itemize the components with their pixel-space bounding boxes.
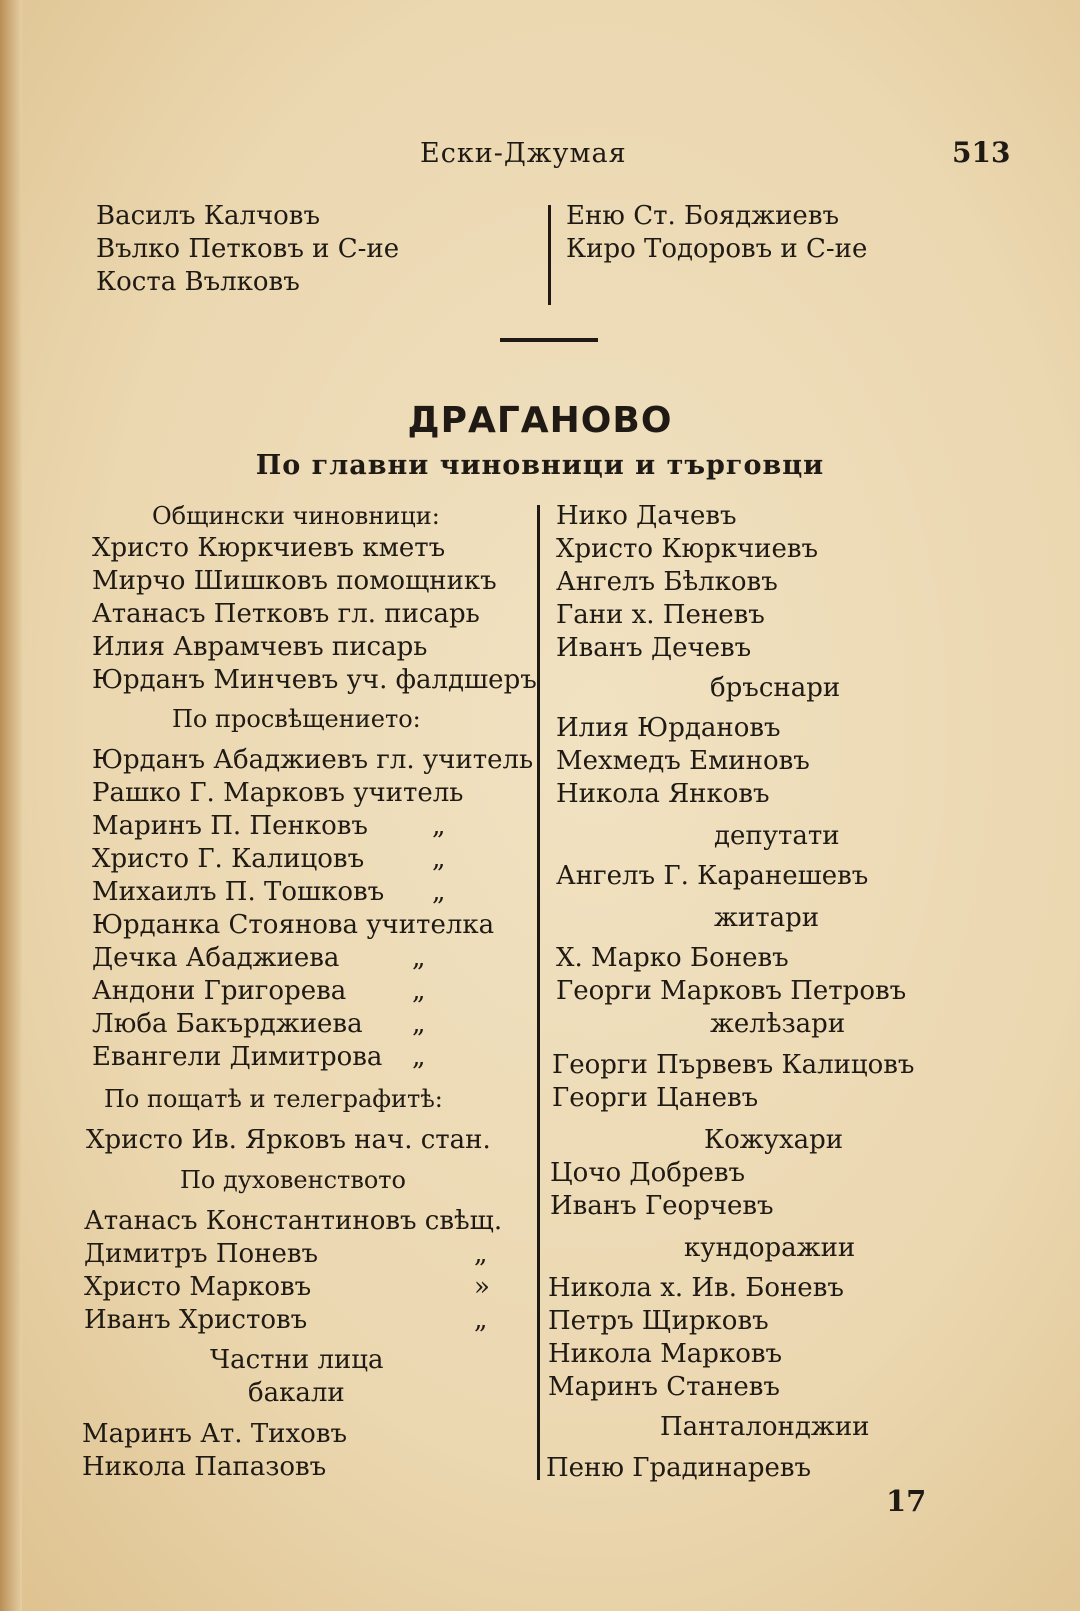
category-heading: По пощатѣ и телеграфитѣ: [104,1085,443,1113]
ditto-mark: „ [412,1042,426,1072]
list-item: Георги Цаневъ [552,1083,759,1113]
category-heading: житари [714,903,820,933]
top-right-entry: Киро Тодоровъ и С-ие [566,234,868,264]
top-right-entry: Еню Ст. Бояджиевъ [566,201,839,231]
list-item: Нико Дачевъ [556,501,737,531]
category-heading: бръснари [710,673,841,703]
list-item: Маринъ Ат. Тиховъ [82,1419,348,1449]
ditto-mark: „ [412,943,426,973]
list-item: Пеню Градинаревъ [546,1453,812,1483]
list-item: Ангелъ Бѣлковъ [556,567,778,597]
top-left-entry: Вълко Петковъ и С-ие [96,234,400,264]
list-item: Андони Григорева [92,976,347,1006]
list-item: Христо Марковъ [84,1272,312,1302]
list-item: Димитръ Поневъ [84,1239,319,1269]
list-item: Атанасъ Петковъ гл. писарь [92,599,480,629]
column-divider [537,505,540,1480]
signature-number: 17 [886,1484,927,1518]
category-heading: кундоражии [684,1233,856,1263]
list-item: Юрданка Стоянова учителка [92,910,495,940]
category-heading: Частни лица [210,1345,384,1375]
list-item: Маринъ П. Пенковъ [92,811,368,841]
category-heading: Общински чиновници: [152,502,440,530]
ditto-mark: „ [474,1305,488,1335]
category-heading: бакали [248,1378,345,1408]
category-heading: По просвѣщението: [172,705,421,733]
page-spine-shadow [0,0,22,1611]
ditto-mark: » [474,1272,490,1302]
list-item: Илия Юрдановъ [556,713,781,743]
category-heading: желѣзари [710,1009,846,1039]
list-item: Петръ Щирковъ [548,1306,769,1336]
list-item: Х. Марко Боневъ [556,943,789,973]
top-left-entry: Василъ Калчовъ [96,201,320,231]
list-item: Дечка Абаджиева [92,943,340,973]
category-heading: Панталонджии [660,1412,870,1442]
running-header-title: Ески-Джумая [420,138,627,169]
list-item: Христо Кюркчиевъ кметъ [92,533,446,563]
list-item: Ангелъ Г. Каранешевъ [556,861,869,891]
list-item: Никола Марковъ [548,1339,783,1369]
list-item: Георги Първевъ Калицовъ [552,1050,915,1080]
town-heading: ДРАГАНОВО [407,400,673,441]
list-item: Мирчо Шишковъ помощникъ [92,566,497,596]
list-item: Иванъ Христовъ [84,1305,308,1335]
town-subheading: По главни чиновници и търговци [255,450,825,481]
list-item: Юрданъ Минчевъ уч. фалдшеръ [92,665,537,695]
ditto-mark: „ [432,877,446,907]
list-item: Маринъ Станевъ [548,1372,780,1402]
ditto-mark: „ [474,1239,488,1269]
list-item: Люба Бакърджиева [92,1009,363,1039]
list-item: Георги Марковъ Петровъ [556,976,907,1006]
ditto-mark: „ [432,811,446,841]
list-item: Гани х. Пеневъ [556,600,765,630]
ditto-mark: „ [432,844,446,874]
list-item: Михаилъ П. Тошковъ [92,877,385,907]
category-heading: Кожухари [704,1125,844,1155]
ditto-mark: „ [412,976,426,1006]
category-heading: депутати [714,821,840,851]
page-number: 513 [952,136,1011,169]
list-item: Никола Папазовъ [82,1452,327,1482]
top-left-entry: Коста Вълковъ [96,267,300,297]
list-item: Рашко Г. Марковъ учитель [92,778,464,808]
list-item: Евангели Димитрова [92,1042,383,1072]
list-item: Христо Ив. Ярковъ нач. стан. [86,1125,491,1155]
list-item: Никола Янковъ [556,779,770,809]
list-item: Цочо Добревъ [550,1158,746,1188]
column-divider [548,205,551,305]
list-item: Христо Г. Калицовъ [92,844,365,874]
ditto-mark: „ [412,1009,426,1039]
category-heading: По духовенството [180,1166,407,1194]
list-item: Илия Аврамчевъ писарь [92,632,428,662]
list-item: Мехмедъ Еминовъ [556,746,810,776]
list-item: Никола х. Ив. Боневъ [548,1273,844,1303]
list-item: Атанасъ Константиновъ свѣщ. [84,1206,503,1236]
list-item: Юрданъ Абаджиевъ гл. учитель [92,745,534,775]
section-separator [500,338,598,342]
list-item: Христо Кюркчиевъ [556,534,819,564]
list-item: Иванъ Георчевъ [550,1191,774,1221]
list-item: Иванъ Дечевъ [556,633,752,663]
